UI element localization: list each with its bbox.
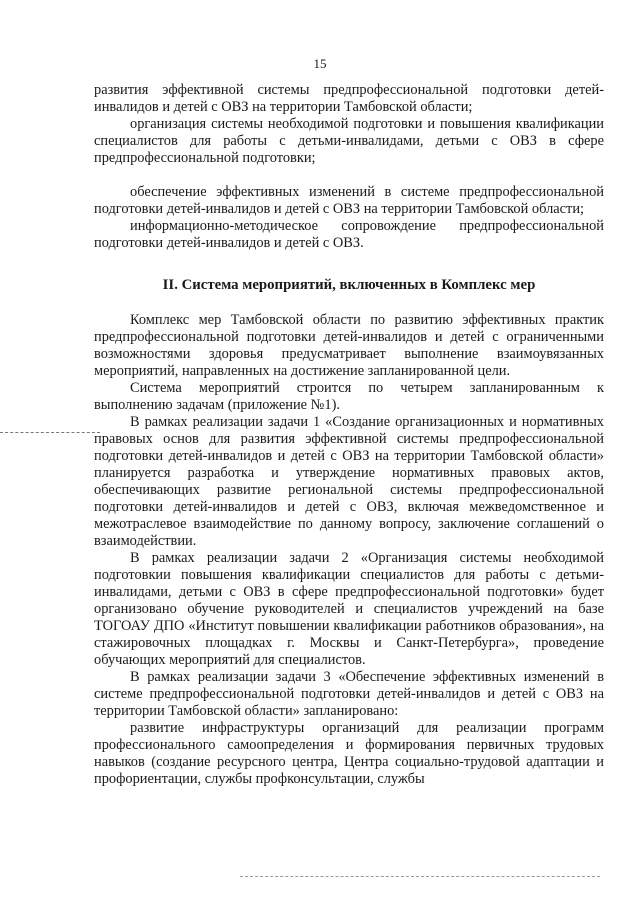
paragraph: обеспечение эффективных изменений в системе предпрофессиональной подготовки детей-инвалидов и детей с ОВЗ на территории Тамбовской области; <box>94 184 604 217</box>
scan-bottom-mark <box>240 876 600 877</box>
paragraph: организация системы необходимой подготовки и повышения квалификации специалистов для работы с детьми-инвалидами, детьми с ОВЗ в сфере предпрофессиональной подготовки; <box>94 116 604 166</box>
paragraph: информационно-методическое сопровождение предпрофессиональной подготовки детей-инвалидов и детей с ОВЗ. <box>94 218 604 251</box>
scan-margin-mark <box>0 432 100 433</box>
paragraph: В рамках реализации задачи 3 «Обеспечение эффективных изменений в системе предпрофессиональной подготовки детей-инвалидов и детей с ОВЗ на территории Тамбовской области» запланировано: <box>94 669 604 719</box>
paragraph-spacer <box>94 167 604 184</box>
paragraph: развитие инфраструктуры организаций для реализации программ профессионального самоопределения и формирования первичных трудовых навыков (создание ресурсного центра, Центра социально-трудовой адаптации и профориентации, службы профконсультации, службы <box>94 720 604 787</box>
paragraph: В рамках реализации задачи 2 «Организация системы необходимой подготовкии повышения квалификации специалистов для работы с детьми-инвалидами, детьми с ОВЗ в сфере предпрофессиональной подготовки» будет организовано обучение руководителей и специалистов учреждений на базе ТОГОАУ ДПО «Институт повышении квалификации работников образования», на стажировочных площадках г. Москвы и Санкт-Петербурга», проведение обучающих мероприятий для специалистов. <box>94 550 604 668</box>
paragraph: В рамках реализации задачи 1 «Создание организационных и нормативных правовых основ для развития эффективной системы предпрофессиональной подготовки детей-инвалидов и детей с ОВЗ на территории Тамбовской области» планируется разработка и утверждение нормативных правовых актов, обеспечивающих развитие региональной системы предпрофессиональной подготовки детей-инвалидов и детей с ОВЗ, включая межведомственное и межотраслевое взаимодействие по данному вопросу, заключение соглашений о взаимодействии. <box>94 414 604 549</box>
paragraph: Комплекс мер Тамбовской области по развитию эффективных практик предпрофессиональной подготовки детей-инвалидов и детей с ограниченными возможностями здоровья предусматривает выполнение взаимоувязанных мероприятий, направленных на достижение запланированной цели. <box>94 312 604 379</box>
page-number: 15 <box>313 56 327 71</box>
paragraph: Система мероприятий строится по четырем запланированным к выполнению задачам (приложение №1). <box>94 380 604 413</box>
paragraph: развития эффективной системы предпрофессиональной подготовки детей-инвалидов и детей с ОВЗ на территории Тамбовской области; <box>94 82 604 115</box>
document-body <box>94 82 604 788</box>
section-heading: II. Система мероприятий, включенных в Комплекс мер <box>162 277 536 293</box>
